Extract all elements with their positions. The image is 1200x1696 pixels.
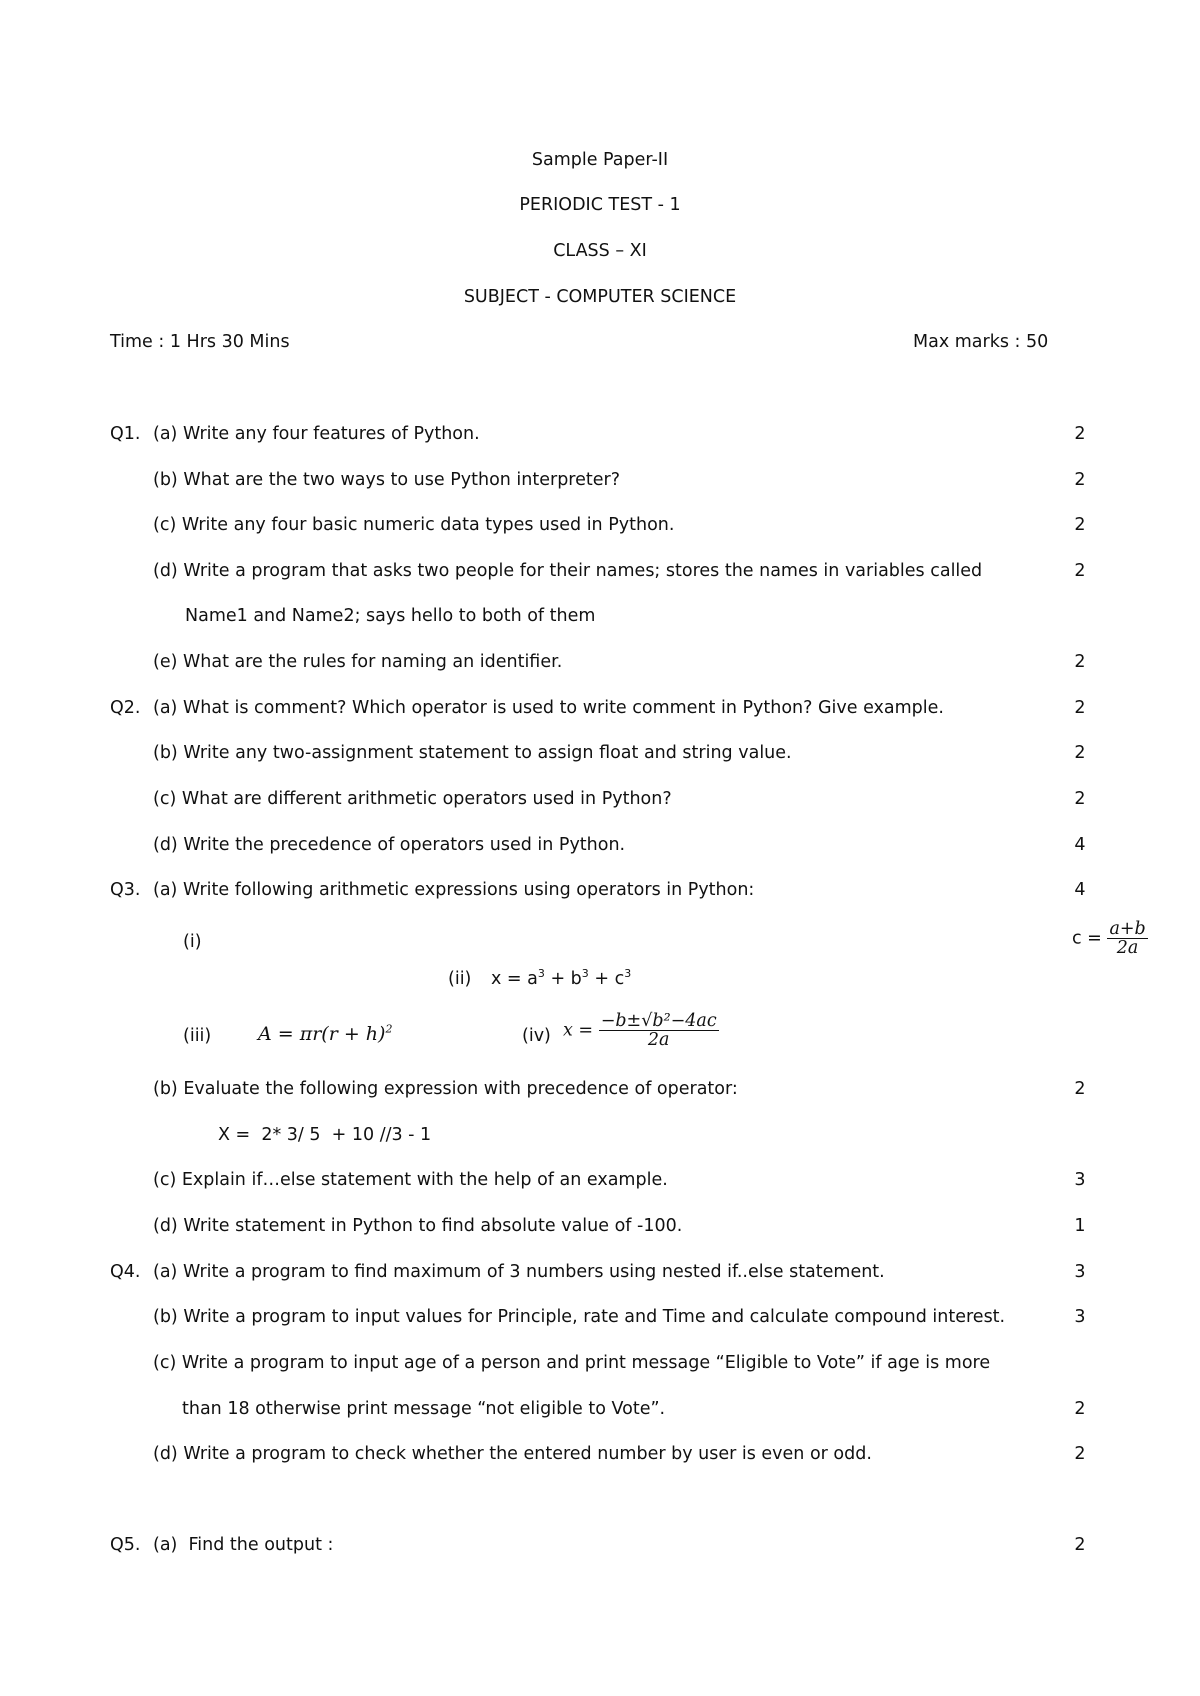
q3d-text: (d) Write statement in Python to find absolute value of -100. xyxy=(153,1216,683,1236)
q5-number: Q5. xyxy=(110,1535,141,1555)
q2d-text: (d) Write the precedence of operators used in Python. xyxy=(153,835,626,855)
q2c-text: (c) What are different arithmetic operators used in Python? xyxy=(153,789,672,809)
q1d-text: (d) Write a program that asks two people for their names; stores the names in variables called xyxy=(153,561,983,581)
q3a-iv-denominator: 2a xyxy=(647,1030,670,1050)
q3b-expression: X = 2* 3/ 5 + 10 //3 - 1 xyxy=(218,1125,432,1145)
q3a-i-numerator: a+b xyxy=(1109,919,1146,939)
q2-number: Q2. xyxy=(110,698,141,718)
q1-number: Q1. xyxy=(110,424,141,444)
q3a-ii-label: (ii) xyxy=(448,969,472,989)
q3a-text: (a) Write following arithmetic expressions using operators in Python: xyxy=(153,880,755,900)
q1e-marks: 2 xyxy=(1074,652,1086,672)
q4d-marks: 2 xyxy=(1074,1444,1086,1464)
class-label: CLASS – XI xyxy=(553,241,647,261)
q3a-ii-exp-c: 3 xyxy=(624,967,632,981)
q3a-ii-expression xyxy=(491,968,631,990)
q1b-marks: 2 xyxy=(1074,470,1086,490)
q5a-marks: 2 xyxy=(1074,1535,1086,1555)
q3a-i-label: (i) xyxy=(183,932,202,952)
q2d-marks: 4 xyxy=(1074,835,1086,855)
q1a-text: (a) Write any four features of Python. xyxy=(153,424,480,444)
q3a-iii-exponent: 2 xyxy=(385,1022,393,1036)
q3a-ii-exp-b: 3 xyxy=(581,967,589,981)
q4-number: Q4. xyxy=(110,1262,141,1282)
q3a-iii-expression xyxy=(258,1023,392,1045)
q3-number: Q3. xyxy=(110,880,141,900)
q3a-i-lhs: c = xyxy=(1072,928,1102,949)
q4c-text: (c) Write a program to input age of a person and print message “Eligible to Vote” if age is more xyxy=(153,1353,991,1373)
q3b-text: (b) Evaluate the following expression with precedence of operator: xyxy=(153,1079,738,1099)
q3a-marks: 4 xyxy=(1074,880,1086,900)
q4b-text: (b) Write a program to input values for Principle, rate and Time and calculate compound interest. xyxy=(153,1307,1006,1327)
q2a-text: (a) What is comment? Which operator is used to write comment in Python? Give example. xyxy=(153,698,944,718)
subject-label: SUBJECT - COMPUTER SCIENCE xyxy=(463,287,737,307)
q4c-marks: 2 xyxy=(1074,1399,1086,1419)
q3a-ii-term-c: + c xyxy=(588,969,625,989)
q3a-iv-fraction xyxy=(599,1012,719,1049)
q3a-ii-exp-a: 3 xyxy=(537,967,545,981)
q3a-iv-label: (iv) xyxy=(522,1026,551,1046)
q3a-ii-term-a: x = a xyxy=(491,969,538,989)
q2a-marks: 2 xyxy=(1074,698,1086,718)
time-label: Time : 1 Hrs 30 Mins xyxy=(110,332,290,352)
q3c-marks: 3 xyxy=(1074,1170,1086,1190)
q3a-i-denominator: 2a xyxy=(1116,938,1139,958)
q3b-marks: 2 xyxy=(1074,1079,1086,1099)
q4b-marks: 3 xyxy=(1074,1307,1086,1327)
q3a-i-fraction xyxy=(1107,920,1147,957)
q1c-marks: 2 xyxy=(1074,515,1086,535)
q2b-marks: 2 xyxy=(1074,743,1086,763)
q2b-text: (b) Write any two-assignment statement to assign float and string value. xyxy=(153,743,792,763)
q3a-iii-formula: A = πr(r + h) xyxy=(258,1023,386,1045)
q1b-text: (b) What are the two ways to use Python interpreter? xyxy=(153,470,620,490)
max-marks-label: Max marks : 50 xyxy=(913,332,1049,352)
q1e-text: (e) What are the rules for naming an identifier. xyxy=(153,652,563,672)
q4a-marks: 3 xyxy=(1074,1262,1086,1282)
q1d-text-continued: Name1 and Name2; says hello to both of them xyxy=(185,606,596,626)
q4d-text: (d) Write a program to check whether the entered number by user is even or odd. xyxy=(153,1444,872,1464)
paper-title: Sample Paper-II xyxy=(531,150,669,170)
q3a-iv-equation xyxy=(563,1012,719,1049)
q5a-text: (a) Find the output : xyxy=(153,1535,334,1555)
q3a-iii-label: (iii) xyxy=(183,1026,212,1046)
q1d-marks: 2 xyxy=(1074,561,1086,581)
q3a-iv-numerator: −b±√b²−4ac xyxy=(600,1011,717,1031)
q3c-text: (c) Explain if…else statement with the help of an example. xyxy=(153,1170,668,1190)
q3a-i-equation xyxy=(1072,920,1148,957)
q1c-text: (c) Write any four basic numeric data types used in Python. xyxy=(153,515,675,535)
q3d-marks: 1 xyxy=(1074,1216,1086,1236)
q3a-ii-term-b: + b xyxy=(544,969,582,989)
q2c-marks: 2 xyxy=(1074,789,1086,809)
q4c-text-continued: than 18 otherwise print message “not eligible to Vote”. xyxy=(182,1399,666,1419)
q3a-iv-lhs: x = xyxy=(563,1020,594,1041)
q1a-marks: 2 xyxy=(1074,424,1086,444)
q4a-text: (a) Write a program to find maximum of 3 numbers using nested if..else statement. xyxy=(153,1262,885,1282)
test-name: PERIODIC TEST - 1 xyxy=(519,195,681,215)
